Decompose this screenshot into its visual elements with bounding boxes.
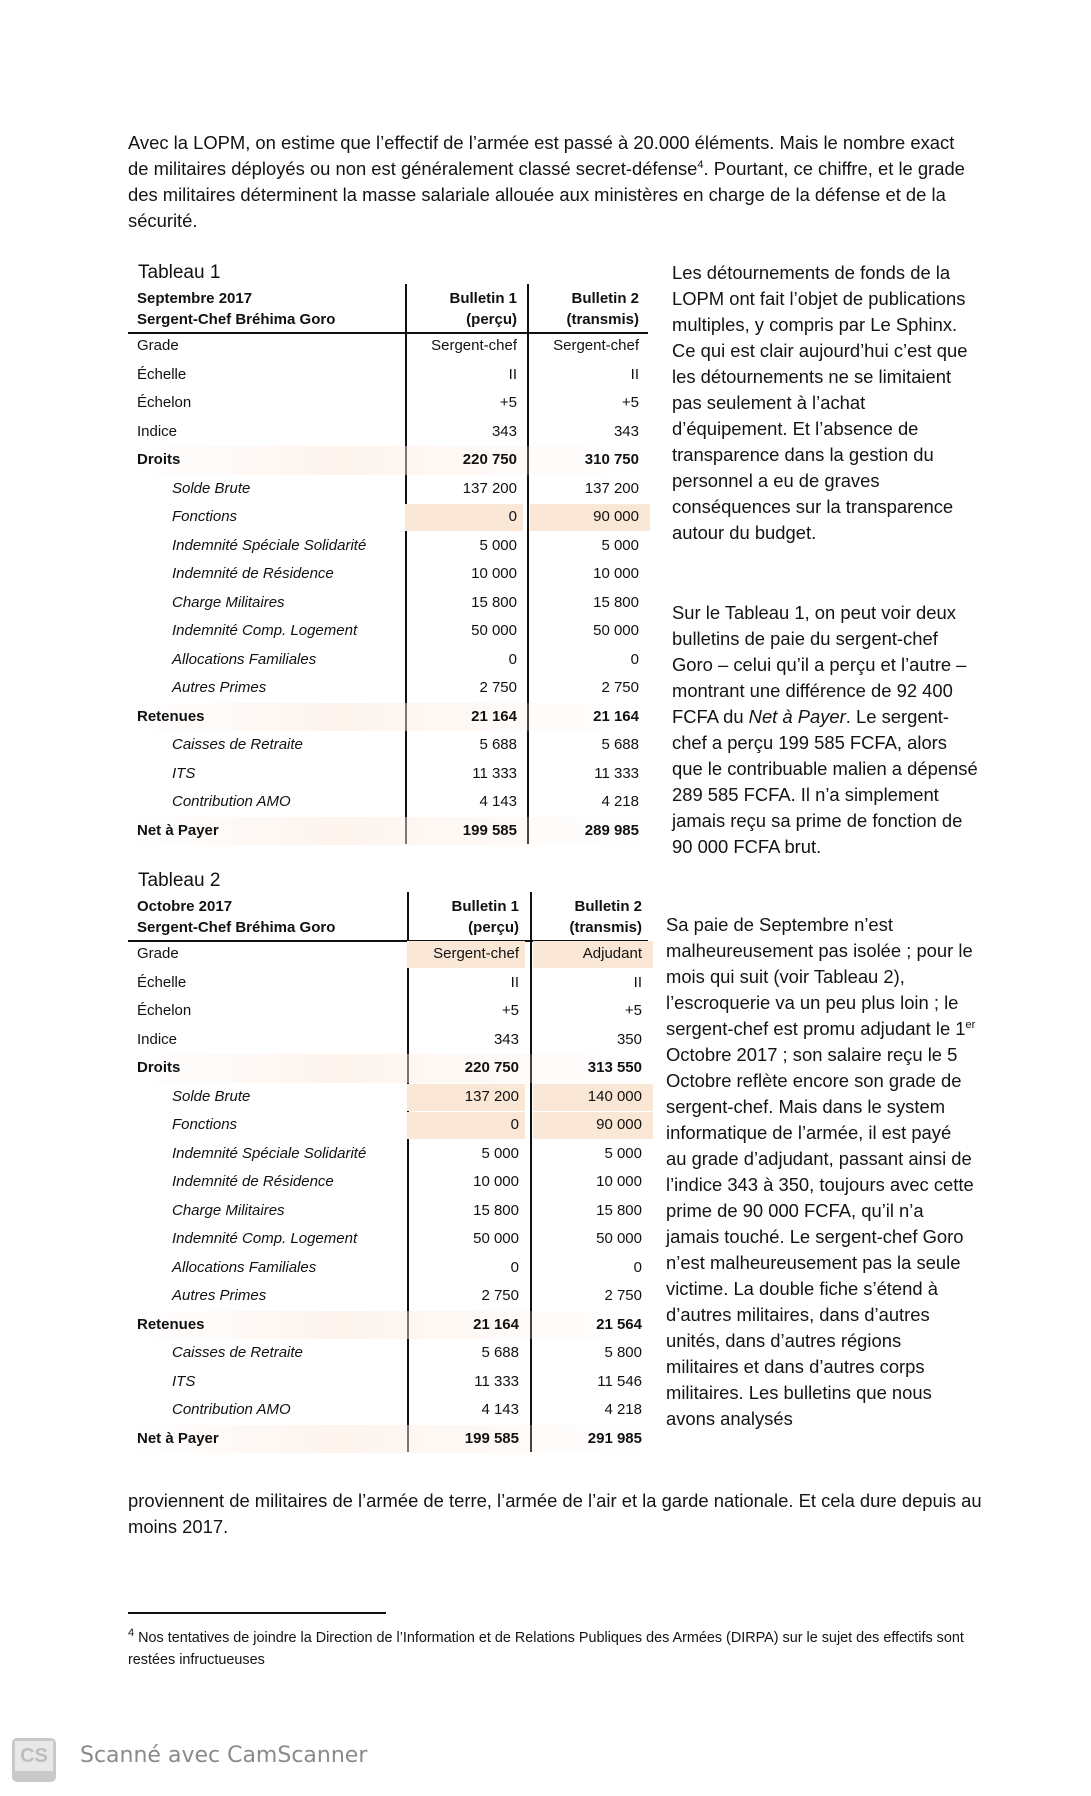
bulletin1-value: 0 (508, 508, 517, 525)
table-row (128, 788, 648, 817)
right-paragraph-2-text-after: . Le sergent-chef a perçu 199 585 FCFA, alors que le contribuable malien a dépensé 289 585 FCFA. Il n’a simplement jamais reçu sa prime de fonction de 90 000 FCFA brut. (672, 706, 978, 857)
row-label: Contribution AMO (172, 793, 291, 810)
tableau1-header (128, 288, 648, 332)
table-row (128, 389, 648, 418)
row-label: Indemnité Spéciale Solidarité (172, 1144, 367, 1162)
row-label: Indemnité Comp. Logement (172, 622, 358, 639)
bulletin2-value: 15 800 (593, 593, 639, 611)
camscanner-logo-text: CS (15, 1741, 53, 1771)
table-row (128, 332, 648, 361)
row-label: Solde Brute (172, 479, 251, 497)
row-label: Droits (137, 1059, 181, 1076)
bulletin2-value: Adjudant (582, 945, 642, 962)
row-label: Fonctions (172, 508, 238, 525)
bulletin1-value: 15 800 (473, 1201, 519, 1219)
row-label: Indemnité de Résidence (172, 565, 334, 582)
right-paragraph-3-text-after: Octobre 2017 ; son salaire reçu le 5 Octobre reflète encore son grade de sergent-chef. Mais dans le system informatique de l’armée, il est payé au grade d’adjudant, passant ainsi de l’indice 343 à 350, toujours avec cette prime de 90 000 FCFA, qu’il n’a jamais touché. Le sergent-chef Goro n’est malheureusement pas la seule victime. La double fiche s’étend à d’autres militaires, dans d’autres unités, dans d’autres régions militaires et dans d’autres corps militaires. Les bulletins que nous avons analysés (666, 1044, 974, 1429)
row-label: Indice (137, 422, 178, 440)
bulletin2-value: 50 000 (593, 622, 639, 639)
bulletin1-value: 5 000 (479, 536, 517, 554)
bulletin1-value: 10 000 (473, 1173, 519, 1190)
table-row (128, 589, 648, 618)
bulletin1-value: 5 000 (481, 1144, 519, 1162)
bulletin2-value: 310 750 (584, 451, 639, 468)
row-label: ITS (172, 1372, 196, 1390)
row-label: Net à Payer (137, 821, 219, 839)
tableau2-person: Sergent-Chef Bréhima Goro (137, 919, 336, 936)
footnote-separator (128, 1612, 386, 1614)
bulletin2-value: 11 546 (597, 1372, 642, 1390)
row-label: Solde Brute (172, 1087, 251, 1105)
tableau2-header (128, 896, 648, 940)
bulletin1-value: Sergent-chef (431, 337, 517, 354)
right-paragraph-2 (672, 600, 982, 860)
table-row (128, 1197, 648, 1226)
right-paragraph-3-text: Sa paie de Septembre n’est malheureusement pas isolée ; pour le mois qui suit (voir Tableau 2), l’escroquerie va un peu plus loin ; le sergent-chef est promu adjudant le 1 (666, 914, 973, 1039)
table-row (128, 1254, 648, 1283)
bulletin2-value: 11 333 (594, 764, 639, 782)
bulletin1-value: 343 (491, 422, 517, 440)
bulletin1-value: 220 750 (462, 451, 517, 468)
table-row (128, 940, 648, 969)
row-label: Indice (137, 1030, 178, 1048)
bulletin2-value: 5 000 (604, 1144, 642, 1162)
bulletin1-value: 50 000 (471, 622, 517, 639)
table-row (128, 361, 648, 390)
table-row (128, 817, 648, 846)
bulletin1-value: 21 164 (471, 707, 517, 725)
bulletin2-value: 4 218 (601, 793, 639, 810)
camscanner-logo-icon (12, 1738, 56, 1782)
bulletin1-value: 10 000 (471, 565, 517, 582)
bulletin1-value: 4 143 (479, 793, 517, 810)
bulletin2-value: 5 688 (601, 736, 639, 753)
bulletin2-value: 21 164 (593, 707, 639, 725)
bulletin1-value: +5 (501, 1002, 519, 1019)
row-label: Échelle (137, 973, 187, 991)
outro-paragraph: proviennent de militaires de l’armée de terre, l’armée de l’air et la garde nationale. Et cela dure depuis au moins 2017. (128, 1490, 982, 1537)
table-row (128, 1396, 648, 1425)
table-row (128, 646, 648, 675)
bulletin1-value: II (508, 365, 517, 383)
bulletin1-value: Sergent-chef (433, 945, 519, 962)
bulletin1-value: 220 750 (464, 1059, 519, 1076)
ordinal-superscript: er (965, 1018, 976, 1031)
bulletin1-value: 199 585 (464, 1429, 519, 1447)
footnote-ref[interactable]: 4 (697, 158, 704, 171)
bulletin1-value: 15 800 (471, 593, 517, 611)
bulletin2-value: 313 550 (587, 1059, 642, 1076)
bulletin2-value: 0 (633, 1258, 642, 1276)
row-label: Échelle (137, 365, 187, 383)
row-label: Autres Primes (172, 1287, 267, 1304)
bulletin2-value: 90 000 (596, 1116, 642, 1133)
bulletin2-value: +5 (621, 394, 639, 411)
tableau1 (128, 288, 648, 845)
bulletin1-value: 5 688 (481, 1344, 519, 1361)
table-row (128, 1026, 648, 1055)
row-label: Caisses de Retraite (172, 1344, 303, 1361)
table-row (128, 760, 648, 789)
table-row (128, 1311, 648, 1340)
table-row (128, 418, 648, 447)
bulletin2-value: +5 (624, 1002, 642, 1019)
bulletin1-value: 4 143 (481, 1401, 519, 1418)
tableau1-body (128, 332, 648, 845)
bulletin2-value: 2 750 (604, 1287, 642, 1304)
tableau1-title: Tableau 1 (138, 262, 221, 283)
table-row (128, 969, 648, 998)
bulletin1-value: 0 (510, 1258, 519, 1276)
tableau2-body (128, 940, 648, 1453)
table-row (128, 1368, 648, 1397)
intro-text: Avec la LOPM, on estime que l’effectif de l’armée est passé à 20.000 éléments. Mais le nombre exact de militaires déployés ou non est généralement classé secret-défense (128, 132, 955, 179)
table-row (128, 1111, 648, 1140)
bulletin2-value: 4 218 (604, 1401, 642, 1418)
row-label: Fonctions (172, 1116, 238, 1133)
table-row (128, 560, 648, 589)
bulletin1-value: II (510, 973, 519, 991)
tableau2-title: Tableau 2 (138, 870, 221, 891)
row-label: Indemnité de Résidence (172, 1173, 334, 1190)
right-paragraph-1: Les détournements de fonds de la LOPM ont fait l’objet de publications multiples, y compris par Le Sphinx. Ce qui est clair aujourd’hui c’est que les détournements ne se limitaient pas seulement à l’achat d’équipement. Et l’absence de transparence dans la gestion du personnel a eu de graves conséquences sur la transparence autour du budget. (672, 262, 968, 543)
right-paragraph-3 (666, 912, 976, 1432)
row-label: Autres Primes (172, 679, 267, 696)
bulletin1-value: +5 (499, 394, 517, 411)
intro-paragraph (128, 130, 968, 234)
row-label: Caisses de Retraite (172, 736, 303, 753)
row-label: Indemnité Comp. Logement (172, 1230, 358, 1247)
row-label: Contribution AMO (172, 1401, 291, 1418)
bulletin2-value: 291 985 (587, 1429, 642, 1447)
row-label: Retenues (137, 707, 205, 725)
bulletin1-value: 2 750 (481, 1287, 519, 1304)
tableau1-col2-subtitle: (transmis) (566, 311, 639, 328)
bulletin1-value: 5 688 (479, 736, 517, 753)
tableau1-person: Sergent-Chef Bréhima Goro (137, 311, 336, 328)
table-row (128, 1083, 648, 1112)
table-row (128, 1282, 648, 1311)
table-row (128, 446, 648, 475)
bulletin1-value: 2 750 (479, 679, 517, 696)
bulletin2-value: 343 (613, 422, 639, 440)
tableau2-col1-subtitle: (perçu) (468, 919, 519, 936)
bulletin2-value: 140 000 (587, 1087, 642, 1105)
bulletin1-value: 0 (508, 650, 517, 668)
bulletin2-value: 5 000 (601, 536, 639, 554)
row-label: Droits (137, 451, 181, 468)
bulletin2-value: 350 (616, 1030, 642, 1048)
footnote-number: 4 (128, 1627, 135, 1640)
bulletin2-value: 0 (630, 650, 639, 668)
bulletin2-value: 137 200 (584, 479, 639, 497)
table-row (128, 475, 648, 504)
bulletin1-value: 21 164 (473, 1315, 519, 1333)
table-row (128, 1425, 648, 1454)
row-label: Net à Payer (137, 1429, 219, 1447)
table-row (128, 1339, 648, 1368)
row-label: Échelon (137, 394, 192, 411)
table-row (128, 997, 648, 1026)
bulletin2-value: 50 000 (596, 1230, 642, 1247)
bulletin2-value: II (630, 365, 639, 383)
tableau2 (128, 896, 648, 1453)
bulletin2-value: 10 000 (593, 565, 639, 582)
table-row (128, 1140, 648, 1169)
row-label: Retenues (137, 1315, 205, 1333)
bulletin2-value: 10 000 (596, 1173, 642, 1190)
row-label: ITS (172, 764, 196, 782)
tableau2-month: Octobre 2017 (137, 898, 233, 915)
row-label: Échelon (137, 1002, 192, 1019)
bulletin2-value: 2 750 (601, 679, 639, 696)
bulletin1-value: 11 333 (472, 764, 517, 782)
tableau2-col2-title: Bulletin 2 (574, 898, 642, 915)
tableau2-col1-title: Bulletin 1 (451, 898, 519, 915)
bulletin2-value: II (633, 973, 642, 991)
bulletin2-value: 5 800 (604, 1344, 642, 1361)
row-label: Indemnité Spéciale Solidarité (172, 536, 367, 554)
tableau1-col1-title: Bulletin 1 (449, 290, 517, 307)
bulletin1-value: 11 333 (474, 1372, 519, 1390)
bulletin1-value: 137 200 (462, 479, 517, 497)
row-label: Charge Militaires (172, 593, 285, 611)
tableau2-col2-subtitle: (transmis) (569, 919, 642, 936)
table-row (128, 1225, 648, 1254)
tableau1-month: Septembre 2017 (137, 290, 253, 307)
table-row (128, 532, 648, 561)
camscanner-watermark: Scanné avec CamScanner (80, 1743, 368, 1768)
row-label: Allocations Familiales (172, 650, 317, 668)
table-row (128, 674, 648, 703)
bulletin1-value: 0 (510, 1116, 519, 1133)
intro-text-after: . Pourtant, ce chiffre, et le grade des militaires déterminent la masse salariale allouée aux ministères en charge de la défense et de la sécurité. (128, 158, 965, 231)
tableau1-col2-title: Bulletin 2 (571, 290, 639, 307)
table-row (128, 617, 648, 646)
bulletin2-value: 15 800 (596, 1201, 642, 1219)
row-label: Grade (137, 337, 179, 354)
bulletin2-value: 21 564 (596, 1315, 642, 1333)
bulletin2-value: Sergent-chef (553, 337, 639, 354)
table-row (128, 703, 648, 732)
table-row (128, 1054, 648, 1083)
footnote (128, 1627, 988, 1671)
table-row (128, 1168, 648, 1197)
row-label: Grade (137, 945, 179, 962)
bulletin1-value: 137 200 (464, 1087, 519, 1105)
row-label: Allocations Familiales (172, 1258, 317, 1276)
tableau1-col1-subtitle: (perçu) (466, 311, 517, 328)
row-label: Charge Militaires (172, 1201, 285, 1219)
table-row (128, 503, 648, 532)
bulletin1-value: 343 (493, 1030, 519, 1048)
footnote-text: Nos tentatives de joindre la Direction de l’Information et de Relations Publiques des Armées (DIRPA) sur le sujet des effectifs sont restées infructueuses (128, 1630, 964, 1668)
bulletin1-value: 199 585 (462, 821, 517, 839)
net-a-payer-emphasis: Net à Payer (748, 706, 846, 727)
bulletin1-value: 50 000 (473, 1230, 519, 1247)
bulletin2-value: 90 000 (593, 508, 639, 525)
bulletin2-value: 289 985 (584, 821, 639, 839)
right-paragraph-2-text: Sur le Tableau 1, on peut voir deux bulletins de paie du sergent-chef Goro – celui qu’il a perçu et l’autre – montrant une différence de 92 400 FCFA du (672, 602, 967, 727)
table-row (128, 731, 648, 760)
